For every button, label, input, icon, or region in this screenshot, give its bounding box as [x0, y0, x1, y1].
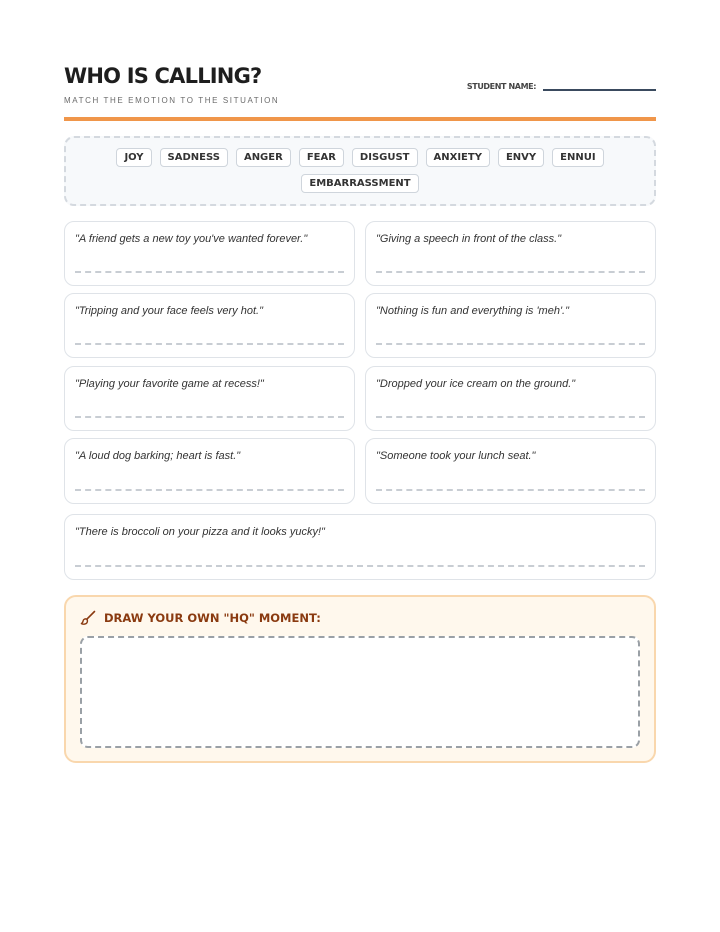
situation-card — [365, 293, 656, 358]
situation-card — [365, 366, 656, 431]
situation-card-wide — [64, 514, 656, 580]
word-chip-disgust: DISGUST — [352, 148, 418, 167]
answer-line[interactable] — [376, 416, 645, 418]
answer-line[interactable] — [75, 416, 344, 418]
student-name-field[interactable] — [467, 79, 656, 91]
situation-text: "Someone took your lunch seat." — [376, 450, 536, 462]
answer-line[interactable] — [376, 271, 645, 273]
draw-title: DRAW YOUR OWN "HQ" MOMENT: — [104, 611, 321, 625]
situation-text: "Giving a speech in front of the class." — [376, 233, 562, 245]
student-name-label: STUDENT NAME: — [466, 82, 536, 91]
draw-section — [64, 595, 656, 763]
situation-card — [365, 438, 656, 504]
answer-line[interactable] — [75, 343, 344, 345]
answer-line[interactable] — [376, 489, 645, 491]
situation-text: "A loud dog barking; heart is fast." — [75, 450, 241, 462]
situation-text: "Nothing is fun and everything is 'meh'." — [376, 305, 569, 317]
situation-text: "Playing your favorite game at recess!" — [75, 378, 264, 390]
situation-card — [64, 221, 355, 286]
answer-line[interactable] — [376, 343, 645, 345]
drawing-area[interactable] — [80, 636, 640, 748]
page-subtitle: MATCH THE EMOTION TO THE SITUATION — [64, 96, 280, 105]
word-chip-sadness: SADNESS — [160, 148, 228, 167]
word-chip-envy: ENVY — [498, 148, 544, 167]
draw-header — [80, 610, 321, 626]
answer-line[interactable] — [75, 489, 344, 491]
word-chip-fear: FEAR — [299, 148, 344, 167]
header-divider — [64, 117, 656, 121]
situation-card — [365, 221, 656, 286]
worksheet-header — [64, 0, 656, 122]
word-chip-anger: ANGER — [236, 148, 291, 167]
word-chip-joy: JOY — [116, 148, 151, 167]
brush-icon — [80, 610, 96, 626]
answer-line[interactable] — [75, 565, 645, 567]
situation-text: "Tripping and your face feels very hot." — [75, 305, 263, 317]
situation-card — [64, 366, 355, 431]
word-bank — [64, 136, 656, 206]
situation-card — [64, 293, 355, 358]
word-chip-anxiety: ANXIETY — [426, 148, 490, 167]
page-title: WHO IS CALLING? — [64, 64, 262, 88]
word-chip-ennui: ENNUI — [552, 148, 603, 167]
student-name-line[interactable] — [543, 79, 656, 91]
word-chip-embarrassment: EMBARRASSMENT — [301, 174, 418, 193]
worksheet-page — [64, 0, 656, 625]
situation-text: "There is broccoli on your pizza and it looks yucky!" — [75, 526, 325, 538]
situation-card — [64, 438, 355, 504]
situation-text: "A friend gets a new toy you've wanted forever." — [75, 233, 308, 245]
answer-line[interactable] — [75, 271, 344, 273]
situation-text: "Dropped your ice cream on the ground." — [376, 378, 576, 390]
